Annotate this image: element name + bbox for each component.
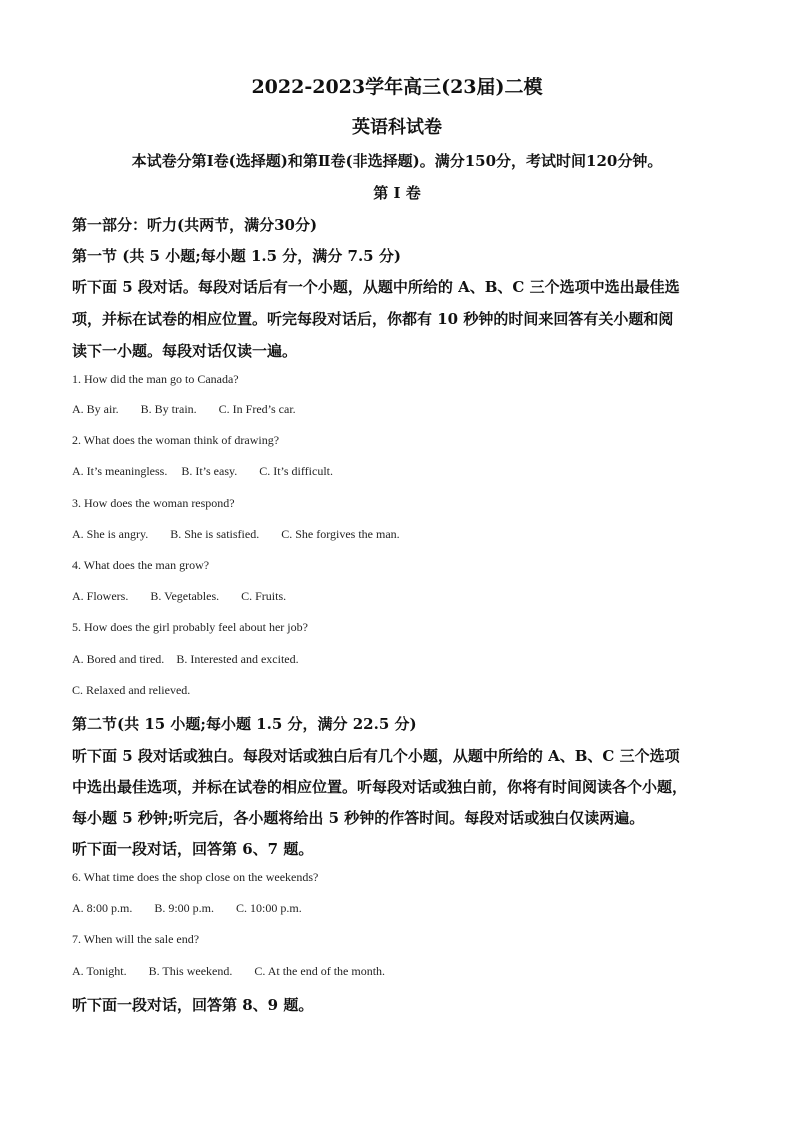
section2-heading: 第二节(共 15 小题;每小题 1.5 分，满分 22.5 分): [72, 715, 417, 733]
option-a: A. It’s meaningless.: [72, 464, 168, 478]
option-c: C. She forgives the man.: [281, 527, 400, 541]
option-b: B. Interested and excited.: [176, 652, 299, 666]
question-text: 6. What time does the shop close on the weekends?: [72, 870, 319, 884]
exam-subject: 英语科试卷: [352, 117, 442, 138]
option-a: A. Flowers.: [72, 589, 129, 603]
option-b: B. She is satisfied.: [170, 527, 260, 541]
section1-instructions-line: 项，并标在试卷的相应位置。听完每段对话后，你都有 10 秒钟的时间来回答有关小题和阅: [72, 310, 674, 328]
option-c: C. Fruits.: [241, 589, 287, 603]
option-b: B. It’s easy.: [181, 464, 238, 478]
question-text: 2. What does the woman think of drawing?: [72, 433, 280, 447]
part1-heading: 第一部分：听力(共两节，满分30分): [72, 216, 318, 234]
question-options: [72, 527, 422, 542]
option-c: C. It’s difficult.: [259, 464, 333, 478]
question-text: 4. What does the man grow?: [72, 558, 210, 572]
dialog-prompt: 听下面一段对话，回答第 6、7 题。: [72, 840, 314, 858]
section1-heading: 第一节 (共 5 小题;每小题 1.5 分，满分 7.5 分): [72, 247, 401, 265]
question-options: [72, 402, 318, 417]
question-options: [72, 964, 407, 979]
option-c: C. 10:00 p.m.: [236, 901, 302, 915]
question-options: [72, 652, 321, 667]
section2-instructions-line: 中选出最佳选项，并标在试卷的相应位置。听每段对话或独白前，你将有时间阅读各个小题，: [72, 778, 688, 796]
exam-title: 2022-2023学年高三(23届)二模: [251, 76, 543, 98]
question-options: [72, 464, 355, 479]
volume-label: 第 I 卷: [373, 184, 421, 202]
exam-info: 本试卷分第Ⅰ卷(选择题)和第Ⅱ卷(非选择题)。满分150分，考试时间120分钟。: [131, 152, 663, 170]
option-a: A. She is angry.: [72, 527, 149, 541]
section1-instructions-line: 听下面 5 段对话。每段对话后有一个小题，从题中所给的 A、B、C 三个选项中选出最佳选: [72, 278, 680, 296]
option-c: C. Relaxed and relieved.: [72, 683, 191, 697]
question-text: 1. How did the man go to Canada?: [72, 372, 239, 386]
section2-instructions-line: 每小题 5 秒钟;听完后，各小题将给出 5 秒钟的作答时间。每段对话或独白仅读两遍。: [72, 809, 645, 827]
section1-instructions-line: 读下一小题。每段对话仅读一遍。: [72, 342, 298, 360]
section2-instructions-line: 听下面 5 段对话或独白。每段对话或独白后有几个小题，从题中所给的 A、B、C 三个选项: [72, 747, 680, 765]
question-text: 3. How does the woman respond?: [72, 496, 235, 510]
question-options: [72, 589, 308, 604]
option-a: A. 8:00 p.m.: [72, 901, 133, 915]
question-text: 5. How does the girl probably feel about her job?: [72, 620, 308, 634]
option-b: B. This weekend.: [148, 964, 233, 978]
option-c: C. At the end of the month.: [254, 964, 386, 978]
question-options: [72, 901, 324, 916]
option-a: A. By air.: [72, 402, 119, 416]
dialog-prompt: 听下面一段对话，回答第 8、9 题。: [72, 996, 314, 1014]
question-text: 7. When will the sale end?: [72, 932, 200, 946]
option-a: A. Tonight.: [72, 964, 127, 978]
option-a: A. Bored and tired.: [72, 652, 165, 666]
option-b: B. Vegetables.: [150, 589, 220, 603]
option-c: C. In Fred’s car.: [218, 402, 296, 416]
option-b: B. By train.: [140, 402, 197, 416]
option-b: B. 9:00 p.m.: [154, 901, 215, 915]
